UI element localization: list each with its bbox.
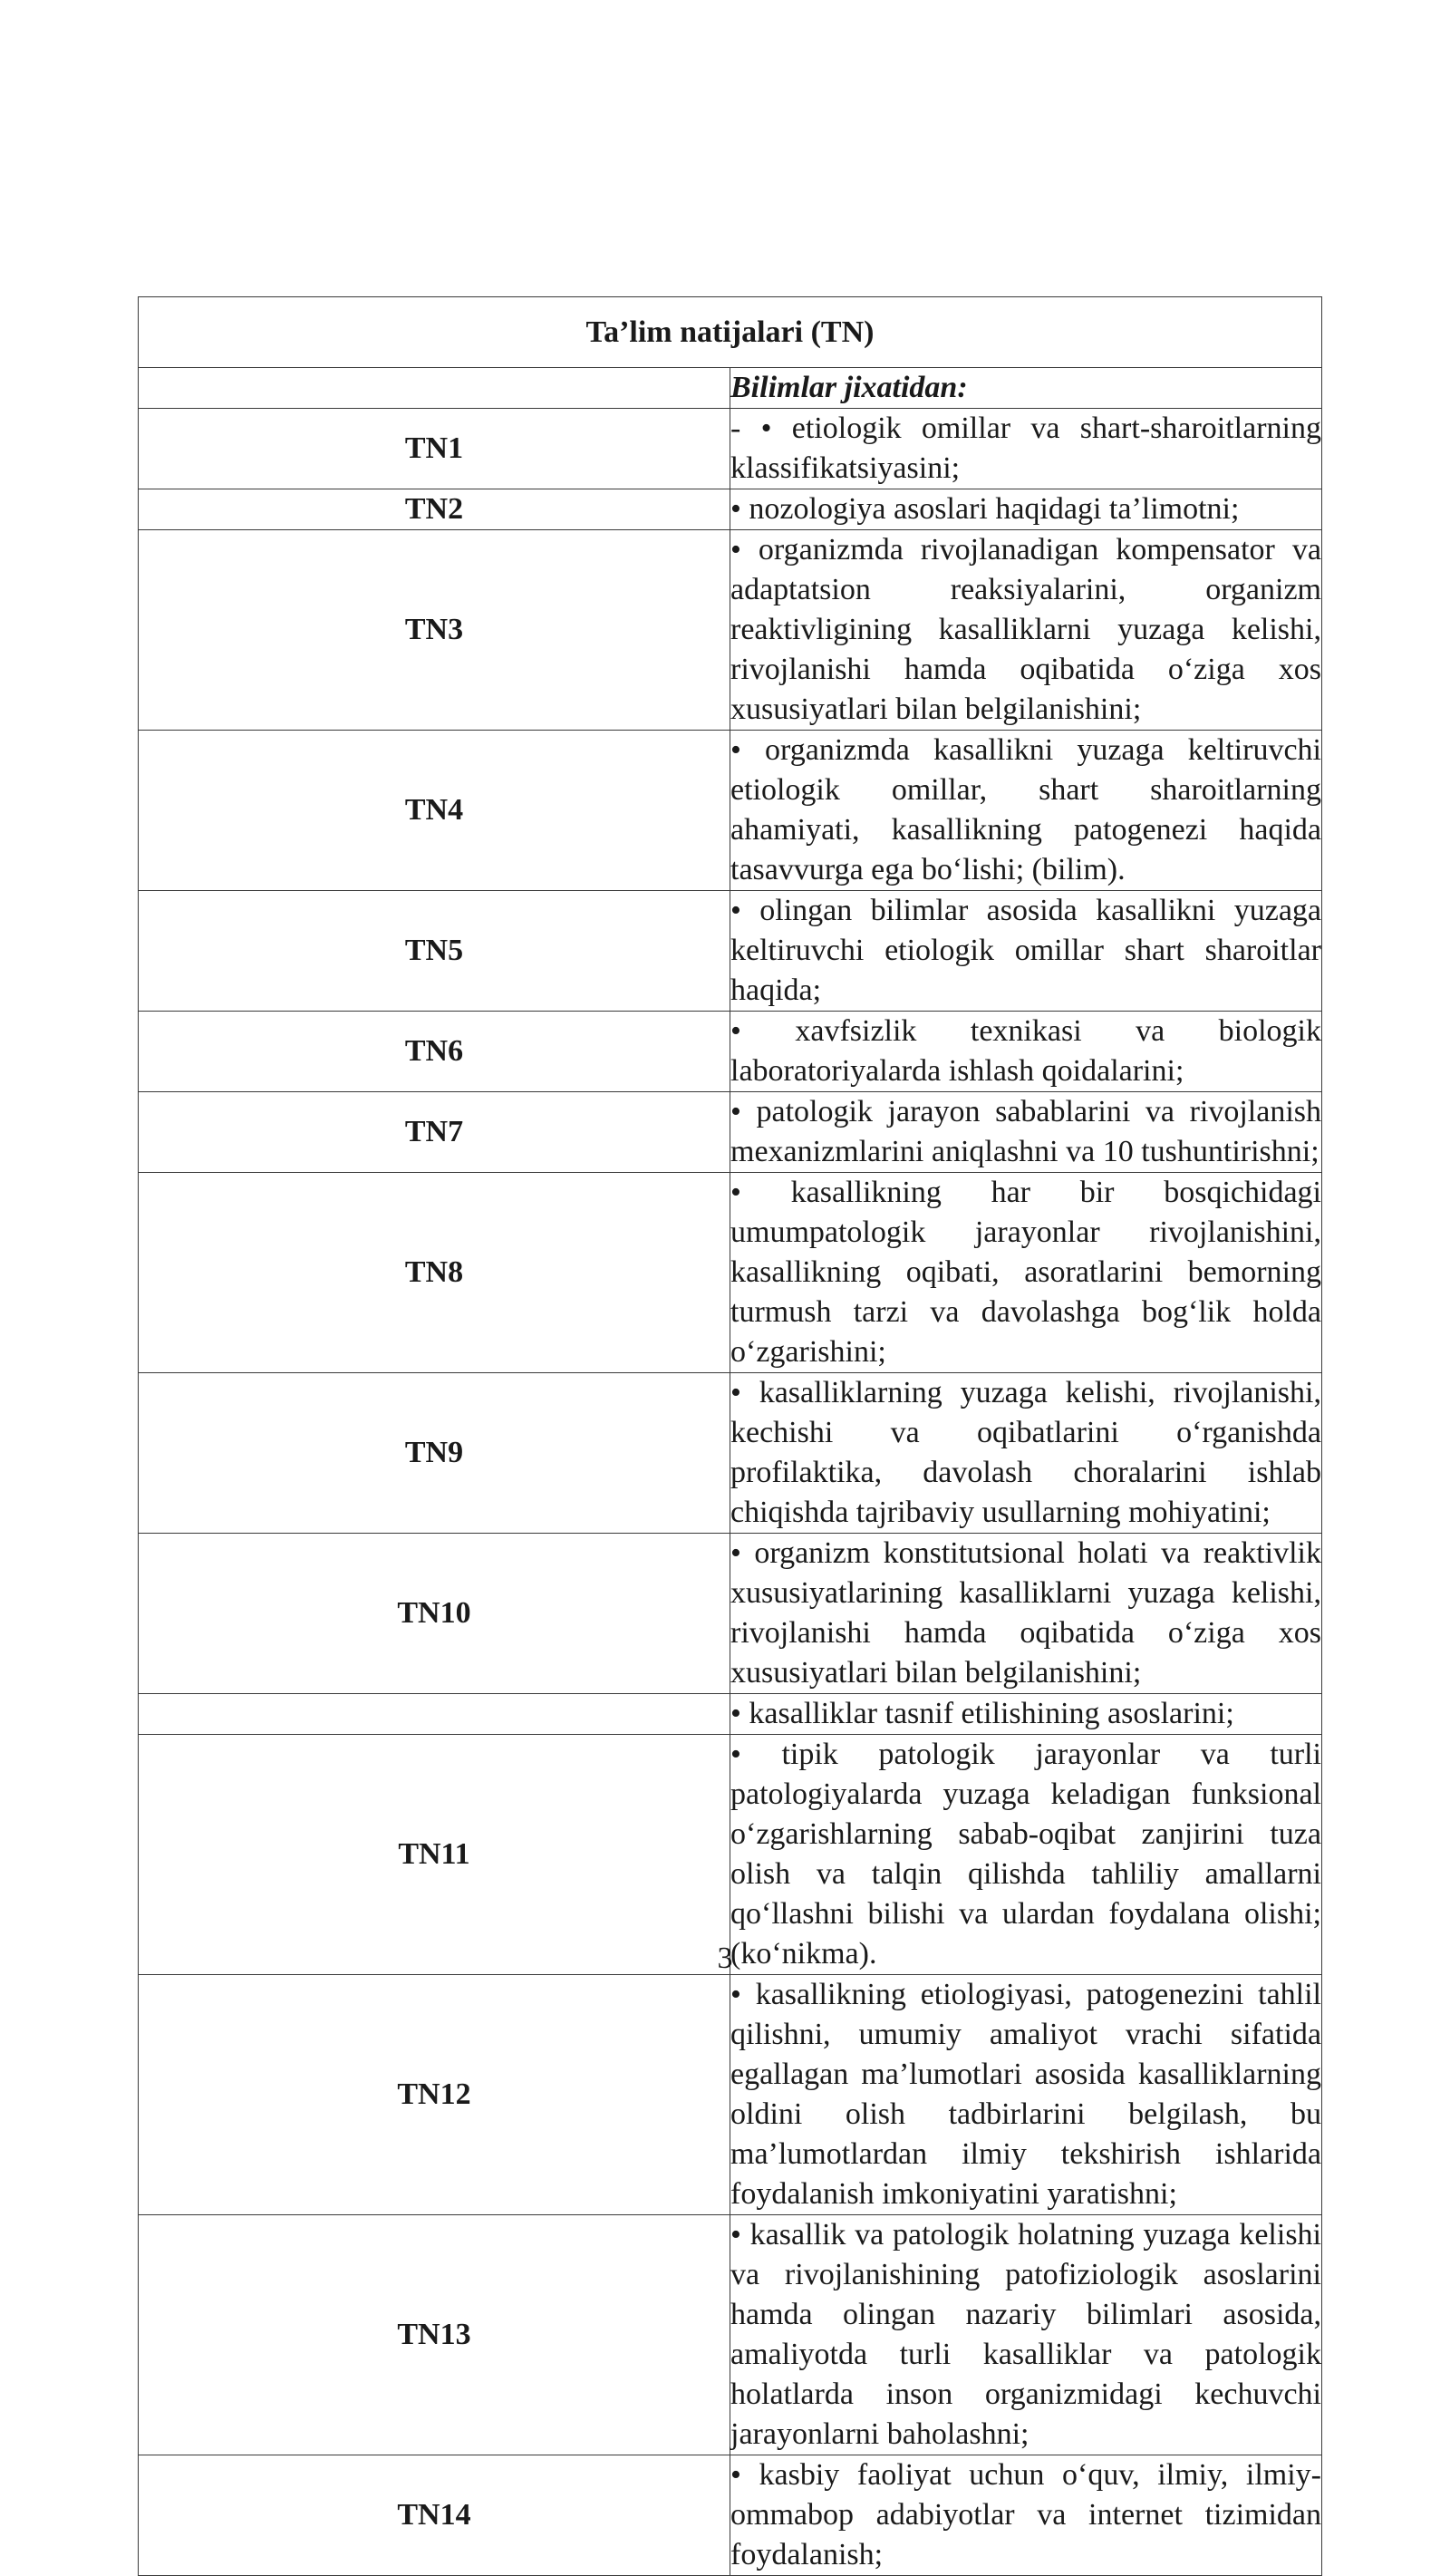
outcome-description: • nozologiya asoslari haqidagi ta’limotni; [730,489,1322,530]
outcome-description: • kasbiy faoliyat uchun o‘quv, ilmiy, ilmiy-ommabop adabiyotlar va internet tizimidan foydalanish; [730,2455,1322,2576]
table-row [139,1735,1322,1975]
outcome-code: TN4 [139,731,730,891]
outcome-code: TN13 [139,2215,730,2455]
table-subheading: Bilimlar jixatidan: [730,368,1322,409]
outcome-description: • xavfsizlik texnikasi va biologik laboratoriyalarda ishlash qoidalarini; [730,1012,1322,1092]
outcome-code: TN10 [139,1534,730,1694]
table-row [139,1694,1322,1735]
table-row [139,2215,1322,2455]
outcome-code: TN14 [139,2455,730,2576]
table-title: Ta’lim natijalari (TN) [139,297,1322,368]
outcome-description: • organizmda rivojlanadigan kompensator va adaptatsion reaksiyalarini, organizm reaktivligining kasalliklarni yuzaga kelishi, rivojlanishi hamda oqibatida o‘ziga xos xususiyatlari bilan belgilanishini; [730,530,1322,731]
table-row [139,1373,1322,1534]
empty-code-cell [139,368,730,409]
outcome-description: • patologik jarayon sabablarini va rivojlanish mexanizmlarini aniqlashni va 10 tushuntirishni; [730,1092,1322,1173]
outcome-description: • organizmda kasallikni yuzaga keltiruvchi etiologik omillar, shart sharoitlarning ahamiyati, kasallikning patogenezi haqida tasavvurga ega bo‘lishi; (bilim). [730,731,1322,891]
outcome-code: TN7 [139,1092,730,1173]
table-row [139,891,1322,1012]
outcome-code: TN9 [139,1373,730,1534]
table-row [139,409,1322,489]
table-row [139,530,1322,731]
subheading-row [139,368,1322,409]
outcome-description: • kasallik va patologik holatning yuzaga kelishi va rivojlanishining patofiziologik asoslarini hamda olingan nazariy bilimlari asosida, amaliyotda turli kasalliklar va patologik holatlarda inson organizmidagi kechuvchi jarayonlarni baholashni; [730,2215,1322,2455]
outcome-code: TN6 [139,1012,730,1092]
outcome-description: • kasallikning har bir bosqichidagi umumpatologik jarayonlar rivojlanishini, kasallikning oqibati, asoratlarini bemorning turmush tarzi va davolashga bog‘lik holda o‘zgarishini; [730,1173,1322,1373]
outcome-code: TN11 [139,1735,730,1975]
outcome-description: • kasalliklarning yuzaga kelishi, rivojlanishi, kechishi va oqibatlarini o‘rganishda profilaktika, davolash choralarini ishlab chiqishda tajribaviy usullarning mohiyatini; [730,1373,1322,1534]
outcome-description: • tipik patologik jarayonlar va turli patologiyalarda yuzaga keladigan funksional o‘zgarishlarning sabab-oqibat zanjirini tuza olish va talqin qilishda tahliliy amallarni qo‘llashni bilishi va ulardan foydalana olishi; (ko‘nikma). [730,1735,1322,1975]
page-number: 3 [717,1942,733,1975]
outcome-code: TN3 [139,530,730,731]
outcome-description: • olingan bilimlar asosida kasallikni yuzaga keltiruvchi etiologik omillar shart sharoitlar haqida; [730,891,1322,1012]
outcome-description: • organizm konstitutsional holati va reaktivlik xususiyatlarining kasalliklarni yuzaga kelishi, rivojlanishi hamda oqibatida o‘ziga xos xususiyatlari bilan belgilanishini; [730,1534,1322,1694]
table-title-row [139,297,1322,368]
table-row [139,2455,1322,2576]
outcome-description: • kasalliklar tasnif etilishining asoslarini; [730,1694,1322,1735]
table-row [139,489,1322,530]
outcome-code: TN12 [139,1975,730,2215]
learning-outcomes-table [138,296,1322,2576]
outcome-code: TN8 [139,1173,730,1373]
outcome-code: TN2 [139,489,730,530]
table-row [139,1975,1322,2215]
table-row [139,1092,1322,1173]
table-row [139,1012,1322,1092]
outcome-description: - • etiologik omillar va shart-sharoitlarning klassifikatsiyasini; [730,409,1322,489]
table-body [139,297,1322,2576]
table-row [139,1534,1322,1694]
outcome-code: TN1 [139,409,730,489]
table-row [139,731,1322,891]
outcome-code [139,1694,730,1735]
outcome-code: TN5 [139,891,730,1012]
table-row [139,1173,1322,1373]
outcome-description: • kasallikning etiologiyasi, patogenezini tahlil qilishni, umumiy amaliyot vrachi sifatida egallagan ma’lumotlari asosida kasalliklarning oldini olish tadbirlarini belgilash, bu ma’lumotlardan ilmiy tekshirish ishlarida foydalanish imkoniyatini yaratishni; [730,1975,1322,2215]
